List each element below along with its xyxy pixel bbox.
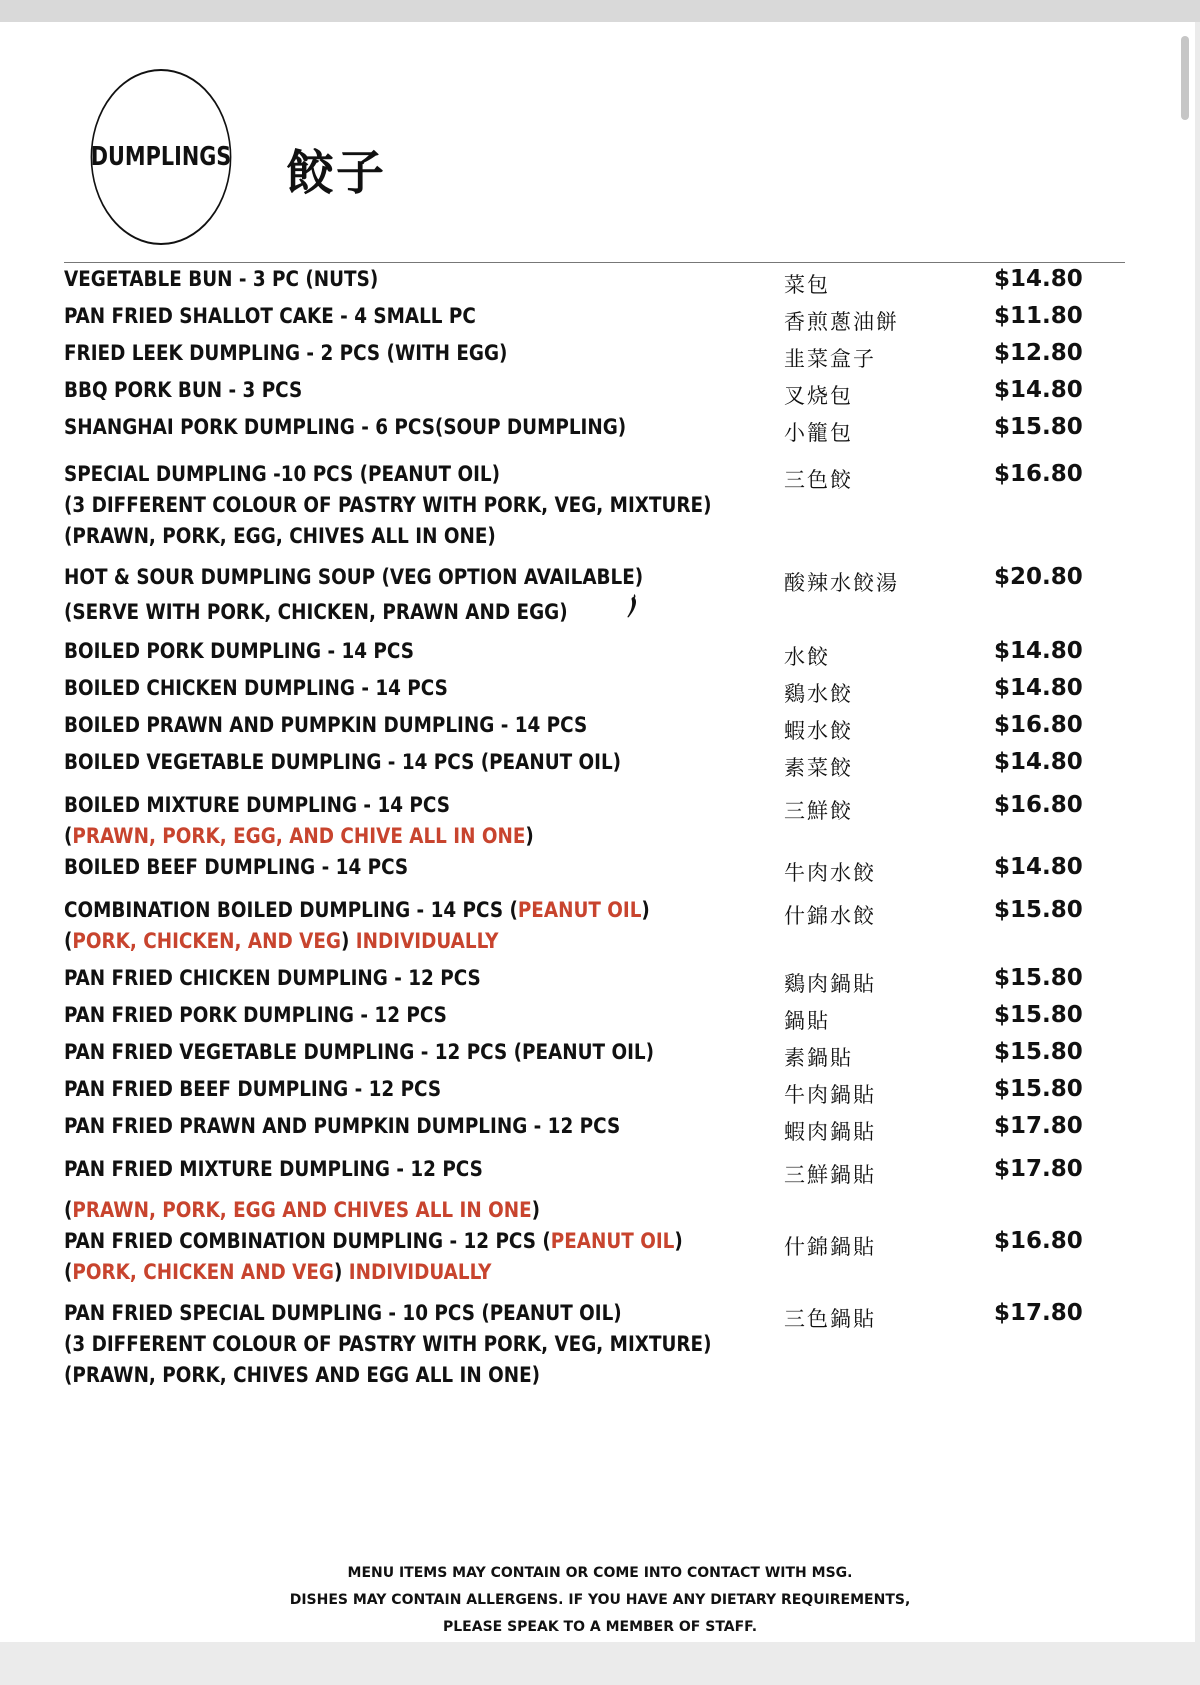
menu-item-name xyxy=(64,301,764,332)
menu-item-price: $14.80 xyxy=(994,266,1083,292)
menu-item-name-line xyxy=(64,1298,764,1329)
footer-notice xyxy=(0,1560,1200,1641)
item-text: PAN FRIED COMBINATION DUMPLING - 12 PCS ( xyxy=(64,1229,551,1253)
menu-item xyxy=(64,375,1114,412)
menu-item-chinese-name: 素鍋貼 xyxy=(784,1046,853,1070)
menu-item-name xyxy=(64,747,764,778)
item-text: ) xyxy=(531,1198,541,1222)
chili-pepper-icon xyxy=(626,593,640,628)
menu-item-name xyxy=(64,852,764,883)
menu-item-name xyxy=(64,636,764,667)
highlight-text: PORK, CHICKEN AND VEG xyxy=(72,1260,335,1284)
menu-item xyxy=(64,710,1114,747)
menu-item xyxy=(64,301,1114,338)
menu-item-price: $16.80 xyxy=(994,792,1083,818)
menu-item xyxy=(64,1037,1114,1074)
item-text: BOILED CHICKEN DUMPLING - 14 PCS xyxy=(64,676,448,700)
menu-item-name-line xyxy=(64,1195,764,1226)
footer-line-msg: MENU ITEMS MAY CONTAIN OR COME INTO CONTACT WITH MSG. xyxy=(347,1565,853,1581)
menu-item-chinese-name: 牛肉鍋貼 xyxy=(784,1083,876,1107)
bottom-window-strip xyxy=(0,1642,1200,1685)
menu-item-chinese-name: 鷄肉鍋貼 xyxy=(784,972,876,996)
menu-item-price: $11.80 xyxy=(994,303,1083,329)
menu-item-price: $14.80 xyxy=(994,377,1083,403)
menu-item xyxy=(64,459,1114,552)
item-text: PAN FRIED BEEF DUMPLING - 12 PCS xyxy=(64,1077,442,1101)
menu-item-name xyxy=(64,264,764,295)
menu-item-name-line xyxy=(64,1000,764,1031)
menu-item-price: $16.80 xyxy=(994,1228,1083,1254)
menu-item xyxy=(64,963,1114,1000)
menu-item-price: $16.80 xyxy=(994,461,1083,487)
item-text: ) xyxy=(340,929,356,953)
menu-item-name xyxy=(64,562,764,628)
item-text: BOILED MIXTURE DUMPLING - 14 PCS xyxy=(64,793,450,817)
menu-item-name-line xyxy=(64,412,764,443)
menu-item-name-line xyxy=(64,301,764,332)
menu-item-chinese-name: 三鮮餃 xyxy=(784,799,853,823)
highlight-text: PRAWN, PORK, EGG, AND CHIVE ALL IN ONE xyxy=(72,824,526,848)
item-text: FRIED LEEK DUMPLING - 2 PCS (WITH EGG) xyxy=(64,341,508,365)
menu-item-name-line xyxy=(64,490,764,521)
footer-line-staff: PLEASE SPEAK TO A MEMBER OF STAFF. xyxy=(442,1619,758,1635)
menu-item xyxy=(64,338,1114,375)
item-text: ) xyxy=(674,1229,683,1253)
menu-item-chinese-name: 小籠包 xyxy=(784,421,853,445)
item-text: ( xyxy=(64,1198,73,1222)
item-text: BBQ PORK BUN - 3 PCS xyxy=(64,378,303,402)
menu-item xyxy=(64,264,1114,301)
menu-item-name-line xyxy=(64,1226,764,1257)
menu-item-name-line xyxy=(64,1037,764,1068)
item-text: ) xyxy=(334,1260,349,1284)
menu-item-chinese-name: 鷄水餃 xyxy=(784,682,853,706)
menu-item-name-line xyxy=(64,1257,764,1288)
menu-item-chinese-name: 三色鍋貼 xyxy=(784,1307,876,1331)
item-text: (3 DIFFERENT COLOUR OF PASTRY WITH PORK, VEG, MIXTURE) xyxy=(64,493,712,517)
menu-item-name-line xyxy=(64,636,764,667)
menu-item-name xyxy=(64,1298,764,1391)
item-text: (PRAWN, PORK, EGG, CHIVES ALL IN ONE) xyxy=(64,524,496,548)
menu-item xyxy=(64,790,1114,852)
item-text: PAN FRIED PORK DUMPLING - 12 PCS xyxy=(64,1003,447,1027)
item-text: ( xyxy=(64,1260,73,1284)
menu-item-name-line xyxy=(64,790,764,821)
menu-item-name xyxy=(64,375,764,406)
item-text: PAN FRIED CHICKEN DUMPLING - 12 PCS xyxy=(64,966,481,990)
menu-item-name-line xyxy=(64,1329,764,1360)
menu-item-chinese-name: 什錦鍋貼 xyxy=(784,1235,876,1259)
menu-item-price: $14.80 xyxy=(994,675,1083,701)
menu-item-chinese-name: 三鮮鍋貼 xyxy=(784,1163,876,1187)
item-text: ( xyxy=(64,824,73,848)
item-text: SHANGHAI PORK DUMPLING - 6 PCS(SOUP DUMPLING) xyxy=(64,415,627,439)
item-text: BOILED VEGETABLE DUMPLING - 14 PCS (PEANUT OIL) xyxy=(64,750,622,774)
menu-item-name-line xyxy=(64,375,764,406)
menu-item-name-line xyxy=(64,1360,764,1391)
footer-line-allergens: DISHES MAY CONTAIN ALLERGENS. IF YOU HAVE ANY DIETARY REQUIREMENTS, xyxy=(289,1592,911,1608)
highlight-text: PEANUT OIL xyxy=(517,898,642,922)
menu-item xyxy=(64,1074,1114,1111)
menu-item-name xyxy=(64,963,764,994)
item-text: COMBINATION BOILED DUMPLING - 14 PCS ( xyxy=(64,898,518,922)
menu-item-name xyxy=(64,1000,764,1031)
menu-item-chinese-name: 水餃 xyxy=(784,645,830,669)
highlight-text: PORK, CHICKEN, AND VEG xyxy=(72,929,341,953)
scrollbar-thumb[interactable] xyxy=(1181,36,1189,120)
menu-item-price: $16.80 xyxy=(994,712,1083,738)
highlight-text: INDIVIDUALLY xyxy=(348,1260,492,1284)
section-badge xyxy=(91,69,232,245)
menu-item-name xyxy=(64,710,764,741)
item-text: PAN FRIED SHALLOT CAKE - 4 SMALL PC xyxy=(64,304,476,328)
menu-item-name-line xyxy=(64,338,764,369)
menu-item-chinese-name: 叉烧包 xyxy=(784,384,853,408)
menu-item-price: $15.80 xyxy=(994,965,1083,991)
menu-item-price: $14.80 xyxy=(994,638,1083,664)
item-text: (SERVE WITH PORK, CHICKEN, PRAWN AND EGG) xyxy=(64,600,568,624)
item-text: ) xyxy=(641,898,650,922)
item-text: PAN FRIED VEGETABLE DUMPLING - 12 PCS (PEANUT OIL) xyxy=(64,1040,655,1064)
menu-item-name-line xyxy=(64,1111,764,1142)
item-text: VEGETABLE BUN - 3 PC (NUTS) xyxy=(64,267,379,291)
menu-item xyxy=(64,1000,1114,1037)
menu-item-name xyxy=(64,338,764,369)
menu-item-name xyxy=(64,459,764,552)
menu-item-name-line xyxy=(64,821,764,852)
menu-item-price: $15.80 xyxy=(994,1002,1083,1028)
menu-item-name-line xyxy=(64,1154,764,1185)
highlight-text: INDIVIDUALLY xyxy=(355,929,499,953)
menu-item-name-line xyxy=(64,852,764,883)
menu-item xyxy=(64,412,1114,449)
menu-item-chinese-name: 韭菜盒子 xyxy=(784,347,876,371)
menu-item-name-line xyxy=(64,459,764,490)
menu-item-chinese-name: 鍋貼 xyxy=(784,1009,830,1033)
item-text: PAN FRIED SPECIAL DUMPLING - 10 PCS (PEANUT OIL) xyxy=(64,1301,622,1325)
menu-item xyxy=(64,1298,1114,1391)
menu-item-price: $14.80 xyxy=(994,749,1083,775)
menu-item-name xyxy=(64,790,764,852)
menu-item-name-line xyxy=(64,673,764,704)
menu-item-name xyxy=(64,1111,764,1142)
menu-item-name-line xyxy=(64,747,764,778)
item-text: PAN FRIED MIXTURE DUMPLING - 12 PCS xyxy=(64,1157,483,1181)
menu-item-chinese-name: 香煎蔥油餅 xyxy=(784,310,899,334)
section-title-chinese: 餃子 xyxy=(286,145,387,201)
menu-item-name xyxy=(64,412,764,443)
menu-item-price: $15.80 xyxy=(994,1039,1083,1065)
item-text: (PRAWN, PORK, CHIVES AND EGG ALL IN ONE) xyxy=(64,1363,541,1387)
menu-item-name xyxy=(64,673,764,704)
menu-item-price: $14.80 xyxy=(994,854,1083,880)
item-text: BOILED PRAWN AND PUMPKIN DUMPLING - 14 PCS xyxy=(64,713,588,737)
menu-item xyxy=(64,852,1114,889)
menu-item-name xyxy=(64,895,764,957)
menu-item-name-line xyxy=(64,593,764,628)
item-text: PAN FRIED PRAWN AND PUMPKIN DUMPLING - 12 PCS xyxy=(64,1114,621,1138)
item-text: ) xyxy=(525,824,534,848)
menu-item-chinese-name: 菜包 xyxy=(784,273,830,297)
menu-item-name-line xyxy=(64,710,764,741)
menu-item-price: $20.80 xyxy=(994,564,1083,590)
menu-item-name xyxy=(64,1226,764,1288)
item-text: ( xyxy=(64,929,73,953)
menu-item-chinese-name: 素菜餃 xyxy=(784,756,853,780)
item-text: SPECIAL DUMPLING -10 PCS (PEANUT OIL) xyxy=(64,462,501,486)
menu-list xyxy=(64,264,1114,1391)
menu-item-chinese-name: 牛肉水餃 xyxy=(784,861,876,885)
menu-item-name-line xyxy=(64,963,764,994)
menu-item-chinese-name: 蝦水餃 xyxy=(784,719,853,743)
menu-item-name-line xyxy=(64,895,764,926)
menu-item-price: $15.80 xyxy=(994,414,1083,440)
item-text: HOT & SOUR DUMPLING SOUP (VEG OPTION AVAILABLE) xyxy=(64,565,644,589)
menu-page xyxy=(0,22,1195,1642)
menu-item-name-line xyxy=(64,926,764,957)
menu-item-name-line xyxy=(64,521,764,552)
menu-item-chinese-name: 蝦肉鍋貼 xyxy=(784,1120,876,1144)
menu-item-price: $17.80 xyxy=(994,1113,1083,1139)
menu-item-name xyxy=(64,1074,764,1105)
header-divider xyxy=(64,262,1125,263)
highlight-text: PRAWN, PORK, EGG AND CHIVES ALL IN ONE xyxy=(72,1198,532,1222)
menu-item-chinese-name: 什錦水餃 xyxy=(784,904,876,928)
menu-item xyxy=(64,562,1114,628)
item-text: (3 DIFFERENT COLOUR OF PASTRY WITH PORK, VEG, MIXTURE) xyxy=(64,1332,712,1356)
menu-item-name-line xyxy=(64,264,764,295)
menu-item-name xyxy=(64,1154,764,1226)
menu-item xyxy=(64,1111,1114,1148)
menu-item-price: $15.80 xyxy=(994,897,1083,923)
section-badge-label: DUMPLINGS xyxy=(90,142,232,172)
menu-item xyxy=(64,1154,1114,1226)
menu-item xyxy=(64,895,1114,957)
item-text: BOILED BEEF DUMPLING - 14 PCS xyxy=(64,855,409,879)
menu-item-name-line xyxy=(64,1074,764,1105)
menu-item-name-line xyxy=(64,562,764,593)
top-window-strip xyxy=(0,0,1200,22)
menu-item xyxy=(64,747,1114,784)
menu-item-price: $15.80 xyxy=(994,1076,1083,1102)
menu-item-name xyxy=(64,1037,764,1068)
highlight-text: PEANUT OIL xyxy=(550,1229,675,1253)
menu-item-price: $17.80 xyxy=(994,1300,1083,1326)
menu-item xyxy=(64,636,1114,673)
menu-item-price: $12.80 xyxy=(994,340,1083,366)
menu-item-price: $17.80 xyxy=(994,1156,1083,1182)
menu-item xyxy=(64,1226,1114,1288)
item-text: BOILED PORK DUMPLING - 14 PCS xyxy=(64,639,414,663)
menu-item-chinese-name: 酸辣水餃湯 xyxy=(784,571,899,595)
menu-item xyxy=(64,673,1114,710)
menu-item-chinese-name: 三色餃 xyxy=(784,468,853,492)
